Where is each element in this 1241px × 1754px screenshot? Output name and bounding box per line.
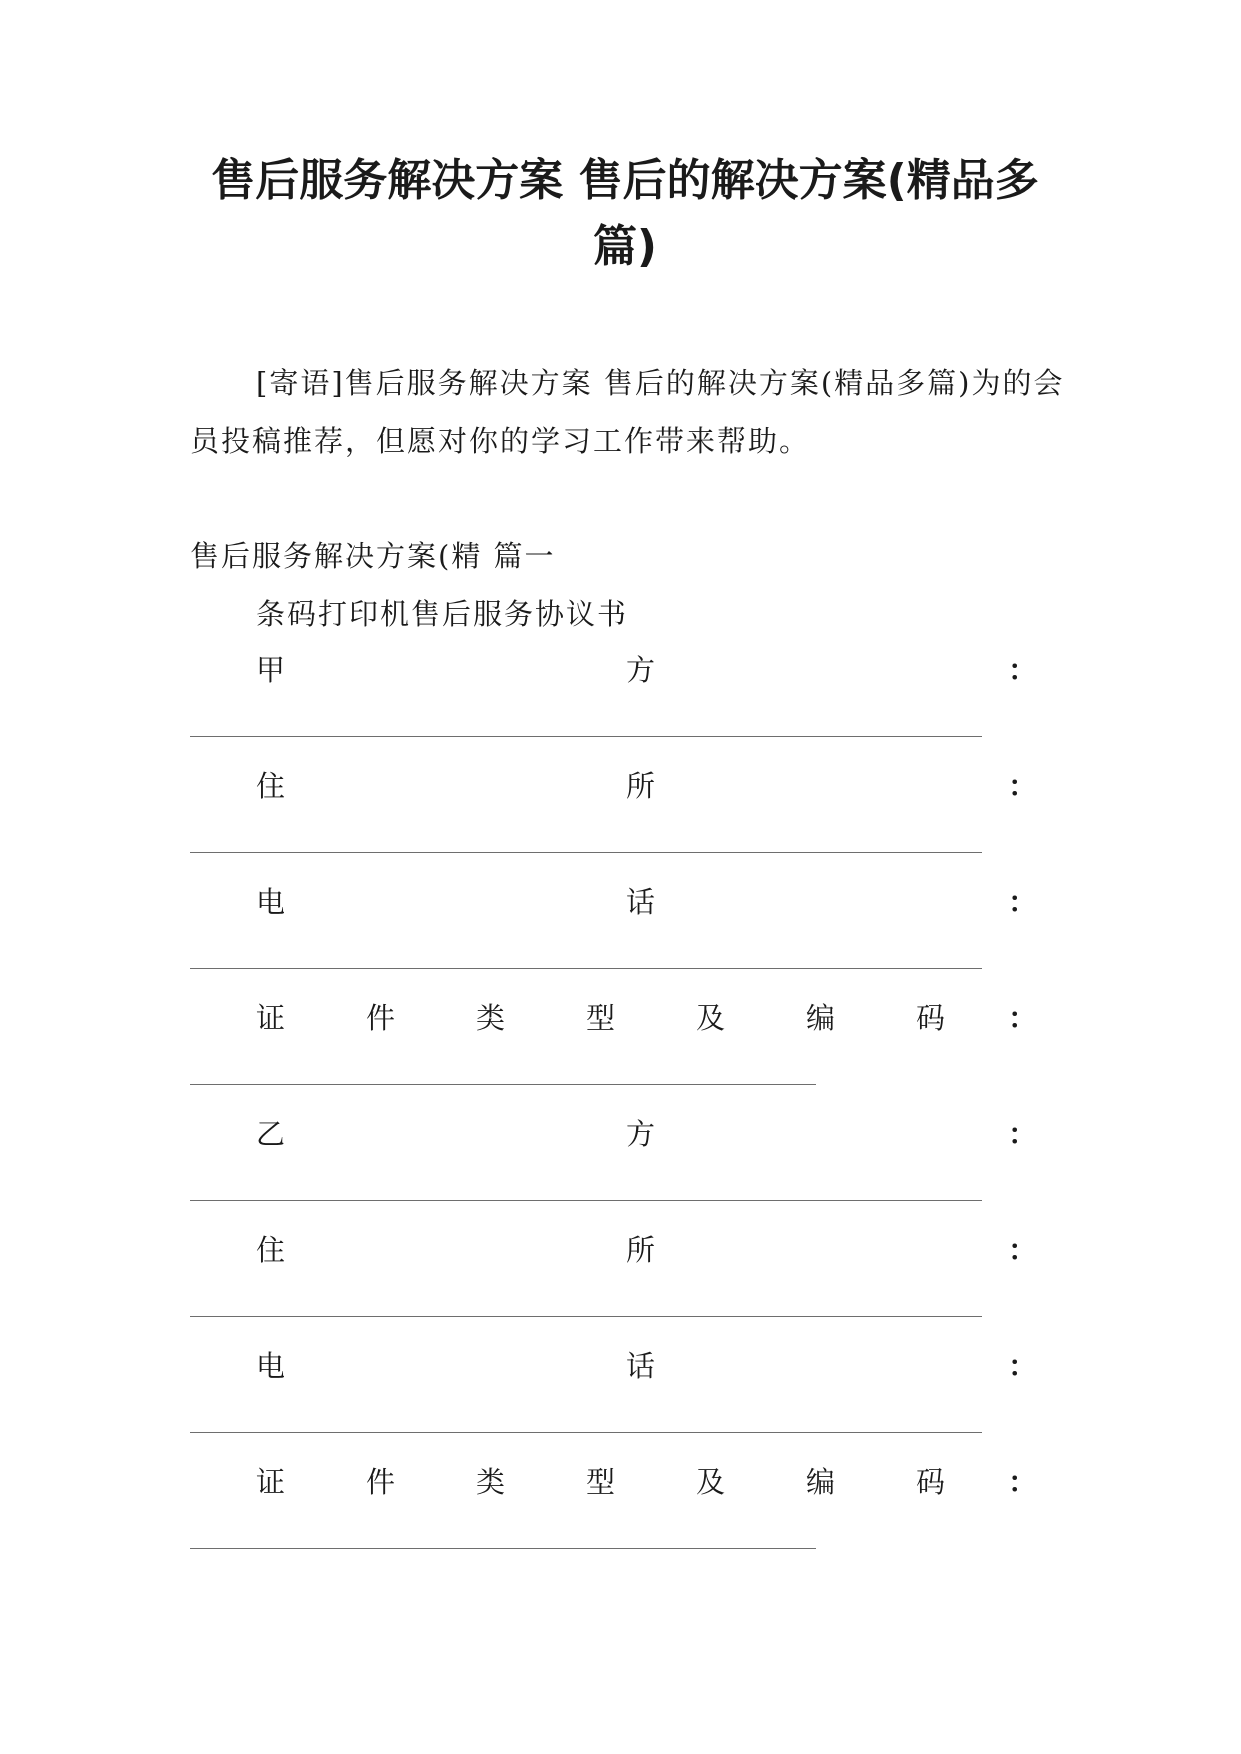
field-label-char: 所 (626, 769, 656, 803)
field-label-char: 及 (696, 1001, 726, 1035)
field-label-char: 型 (586, 1001, 616, 1035)
field-colon: ： (1008, 653, 1038, 687)
fill-in-line[interactable] (190, 852, 982, 853)
field-label-char: 码 (916, 1001, 946, 1035)
field-colon: ： (1008, 1001, 1038, 1035)
field-label-char: 件 (366, 1465, 396, 1499)
field-label-char: 所 (626, 1233, 656, 1267)
field-label-char: 及 (696, 1465, 726, 1499)
field-label-char: 类 (476, 1001, 506, 1035)
form-field (256, 998, 1036, 1038)
field-colon: ： (1008, 769, 1038, 803)
intro-paragraph: [寄语]售后服务解决方案 售后的解决方案(精品多篇)为的会员投稿推荐，但愿对你的学习工作带来帮助。 (190, 366, 1065, 458)
fill-in-line[interactable] (190, 1432, 982, 1433)
field-label-char: 型 (586, 1465, 616, 1499)
section-heading: 售后服务解决方案(精 篇一 (190, 539, 556, 573)
field-label-char: 电 (256, 1349, 286, 1383)
field-label-char: 编 (806, 1001, 836, 1035)
fill-in-line[interactable] (190, 968, 982, 969)
field-label-char: 住 (256, 769, 286, 803)
fill-in-line[interactable] (190, 736, 982, 737)
field-colon: ： (1008, 1233, 1038, 1267)
fill-in-line[interactable] (190, 1548, 816, 1549)
form-field (256, 1346, 1036, 1386)
field-label-char: 方 (626, 1117, 656, 1151)
form-field (256, 766, 1036, 806)
fill-in-line[interactable] (190, 1200, 982, 1201)
field-label-char: 话 (626, 1349, 656, 1383)
field-label-char: 住 (256, 1233, 286, 1267)
document-title: 售后服务解决方案 售后的解决方案(精品多篇) (211, 155, 1039, 272)
fill-in-line[interactable] (190, 1084, 816, 1085)
field-label-char: 甲 (256, 653, 286, 687)
field-colon: ： (1008, 1465, 1038, 1499)
field-label-char: 码 (916, 1465, 946, 1499)
field-colon: ： (1008, 1117, 1038, 1151)
field-label-char: 方 (626, 653, 656, 687)
form-field (256, 882, 1036, 922)
fill-in-line[interactable] (190, 1316, 982, 1317)
form-field (256, 1230, 1036, 1270)
field-colon: ： (1008, 1349, 1038, 1383)
field-label-char: 证 (256, 1465, 286, 1499)
field-label-char: 类 (476, 1465, 506, 1499)
field-label-char: 电 (256, 885, 286, 919)
form-field (256, 1114, 1036, 1154)
field-label-char: 件 (366, 1001, 396, 1035)
field-label-char: 话 (626, 885, 656, 919)
agreement-title: 条码打印机售后服务协议书 (256, 597, 629, 631)
field-label-char: 编 (806, 1465, 836, 1499)
form-field (256, 650, 1036, 690)
field-label-char: 证 (256, 1001, 286, 1035)
form-field (256, 1462, 1036, 1502)
field-label-char: 乙 (256, 1117, 286, 1151)
field-colon: ： (1008, 885, 1038, 919)
